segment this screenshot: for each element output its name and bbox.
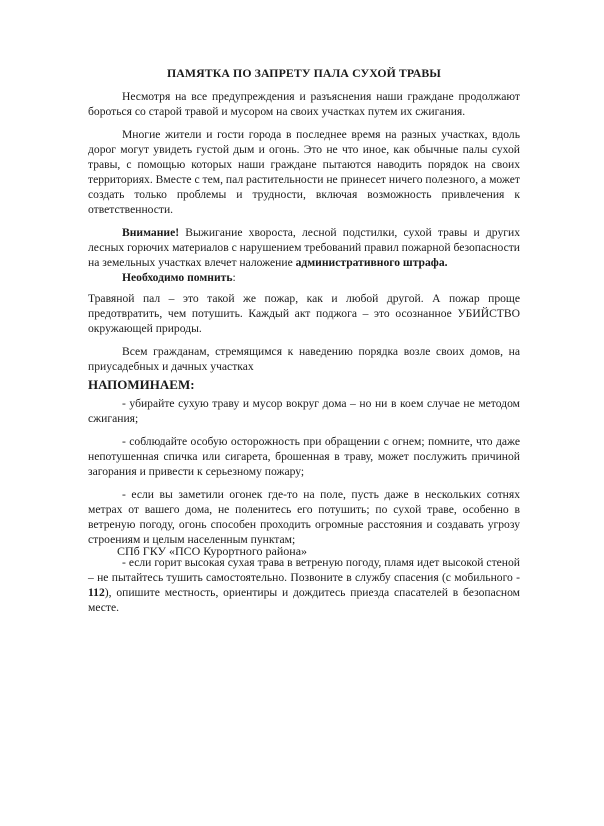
warning-text: Выжигание хворостa, лесной подстилки, сухой травы и других лесных горючих материалов с нарушением требований правил пожарной безопасности на земельных участках влечет наложение	[88, 226, 520, 269]
signature: СПб ГКУ «ПСО Курортного района»	[117, 544, 308, 558]
paragraph-warning	[88, 225, 520, 270]
emergency-phone: 112	[88, 586, 105, 599]
emergency-text: - если горит высокая сухая трава в ветреную погоду, пламя идет высокой стеной – не пытайтесь тушить самостоятельно. Позвоните в службу спасения (с мобильного -	[88, 556, 520, 584]
reminder-item: - соблюдайте особую осторожность при обращении с огнем; помните, что даже непотушенная спичка или сигарета, брошенная в траву, может послужить причиной загорания и привести к серьезному пожару;	[88, 435, 520, 478]
warning-lead: Внимание!	[122, 226, 180, 239]
paragraph-grass-fire: Травяной пал – это такой же пожар, как и любой другой. А пожар проще предотвратить, чем потушить. Каждый акт поджога – это осознанное УБИЙСТВО окружающей природы.	[88, 292, 520, 335]
document-title: ПАМЯТКА ПО ЗАПРЕТУ ПАЛА СУХОЙ ТРАВЫ	[167, 66, 441, 80]
warning-fine: административного штрафа.	[295, 256, 448, 269]
remember-heading-text: Необходимо помнить	[122, 271, 233, 284]
paragraph-intro: Несмотря на все предупреждения и разъяснения наши граждане продолжают бороться со старой травой и мусором на своих участках путем их сжигания.	[88, 90, 520, 118]
reminder-heading	[88, 377, 520, 392]
reminder-item: - если вы заметили огонек где-то на поле, пусть даже в нескольких сотнях метрах от вашего дома, не поленитесь его потушить; по сухой траве, особенно в ветреную погоду, огонь способен проходить огромные расстояния и создавать угрозу строениям и целым населенным пунктам;	[88, 488, 520, 546]
memo-document	[88, 66, 520, 615]
reminder-heading-text: НАПОМИНАЕМ	[88, 377, 191, 392]
reminder-item-emergency	[88, 555, 520, 615]
remember-heading	[88, 270, 520, 285]
reminder-heading-colon: :	[190, 377, 195, 392]
emergency-tail: ), опишите местность, ориентиры и дождитесь приезда спасателей в безопасном месте.	[88, 586, 520, 614]
reminder-item: - убирайте сухую траву и мусор вокруг дома – но ни в коем случае не методом сжигания;	[88, 397, 520, 425]
paragraph-citizens: Всем гражданам, стремящимся к наведению порядка возле своих домов, на приусадебных и дачных участках	[88, 345, 520, 373]
paragraph-smoke: Многие жители и гости города в последнее время на разных участках, вдоль дорог могут увидеть густой дым и огонь. Это не что иное, как обычные палы сухой травы, с помощью которых наши граждане пытаются наводить порядок на своих территориях. Вместе с тем, пал растительности не принесет ничего полезного, а может создать только проблемы и трудности, включая возможность привлечения к ответственности.	[88, 128, 520, 216]
remember-heading-colon: :	[232, 271, 236, 284]
